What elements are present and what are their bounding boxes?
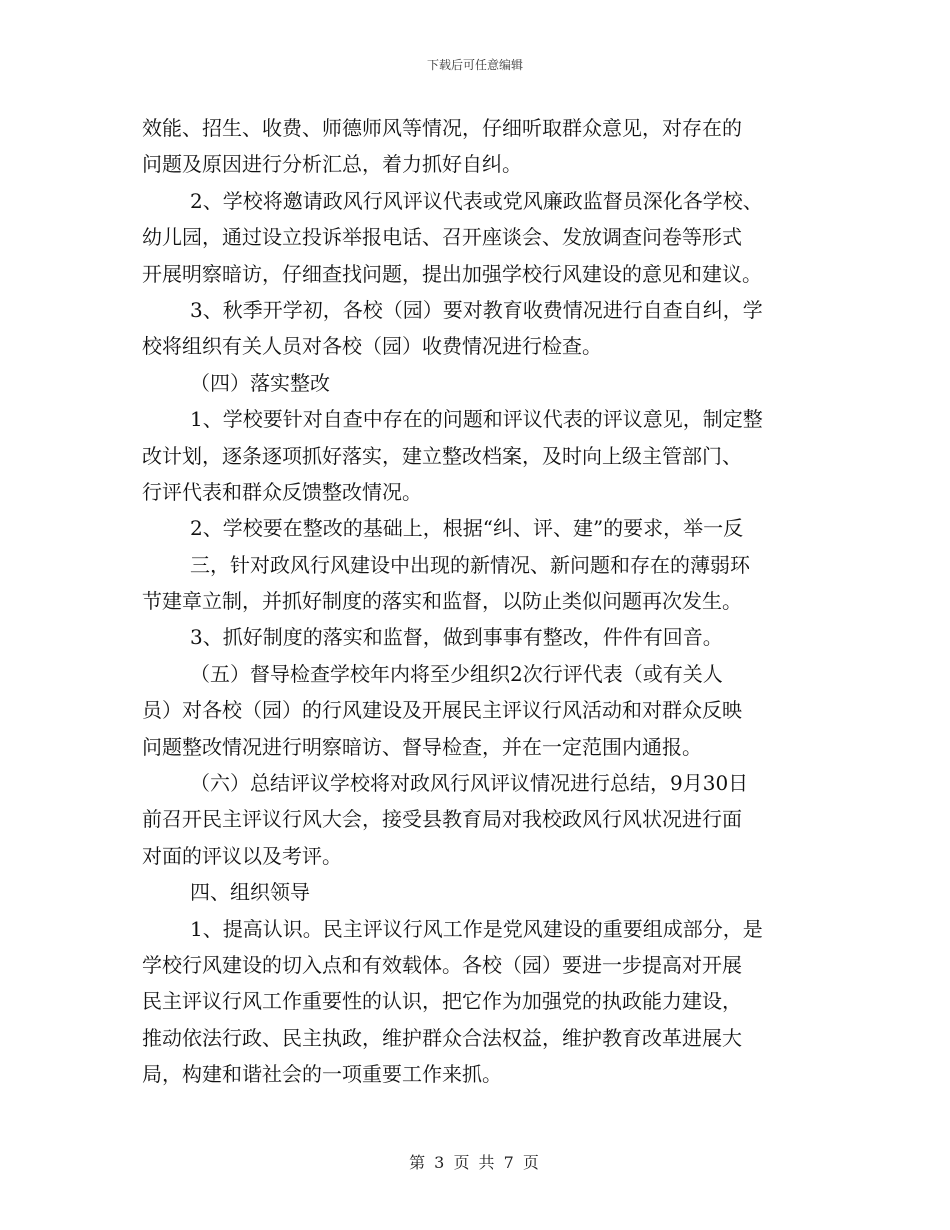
text-line: 1、提高认识。民主评议行风工作是党风建设的重要组成部分，是 (190, 916, 763, 941)
text-line: 效能、招生、收费、师德师风等情况，仔细听取群众意见，对存在的 (142, 116, 742, 140)
text-line: 员）对各校（园）的行风建设及开展民主评议行风活动和对群众反映 (142, 698, 742, 723)
text-line: 3、抓好制度的落实和监督，做到事事有整改，件件有回音。 (190, 625, 723, 650)
text-line: 对面的评议以及考评。 (142, 843, 342, 868)
page-header-note: 下载后可任意编辑 (426, 58, 523, 72)
text-line: 幼儿园，通过设立投诉举报电话、召开座谈会、发放调查问卷等形式 (142, 225, 742, 250)
text-line: 民主评议行风工作重要性的认识，把它作为加强党的执政能力建设， (142, 989, 742, 1014)
text-line: 节建章立制，并抓好制度的落实和监督，以防止类似问题再次发生。 (142, 589, 742, 614)
text-line: 三，针对政风行风建设中出现的新情况、新问题和存在的薄弱环 (190, 552, 750, 577)
text-line: 局，构建和谐社会的一项重要工作来抓。 (142, 1062, 502, 1087)
text-line: 1、学校要针对自查中存在的问题和评议代表的评议意见，制定整 (190, 407, 763, 432)
text-line: （五）督导检查学校年内将至少组织2次行评代表（或有关人 (190, 661, 723, 686)
text-line: 3、秋季开学初，各校（园）要对教育收费情况进行自查自纠，学 (190, 297, 763, 322)
text-line: 前召开民主评议行风大会，接受县教育局对我校政风行风状况进行面 (142, 807, 742, 832)
text-line: 推动依法行政、民主执政，维护群众合法权益，维护教育改革进展大 (142, 1025, 742, 1050)
section-heading: 四、组织领导 (190, 880, 310, 905)
text-line: 2、学校要在整改的基础上，根据“纠、评、建”的要求，举一反 (190, 516, 744, 541)
document-body (142, 110, 812, 1093)
text-line: 问题整改情况进行明察暗访、督导检查，并在一定范围内通报。 (142, 734, 702, 759)
text-line: 开展明察暗访，仔细查找问题，提出加强学校行风建设的意见和建议。 (142, 261, 762, 286)
text-line: 行评代表和群众反馈整改情况。 (142, 479, 422, 504)
text-line: 学校行风建设的切入点和有效载体。各校（园）要进一步提高对开展 (142, 952, 742, 977)
section-heading: （四）落实整改 (190, 370, 330, 395)
text-line: 问题及原因进行分析汇总，着力抓好自纠。 (142, 152, 522, 177)
text-line: （六）总结评议学校将对政风行风评议情况进行总结，9月30日 (190, 771, 749, 796)
page-number: 第 3 页 共 7 页 (409, 1153, 541, 1172)
text-line: 校将组织有关人员对各校（园）收费情况进行检查。 (142, 334, 602, 359)
text-line: 改计划，逐条逐项抓好落实，建立整改档案，及时向上级主管部门、 (142, 443, 742, 468)
text-line: 2、学校将邀请政风行风评议代表或党风廉政监督员深化各学校、 (190, 188, 763, 213)
